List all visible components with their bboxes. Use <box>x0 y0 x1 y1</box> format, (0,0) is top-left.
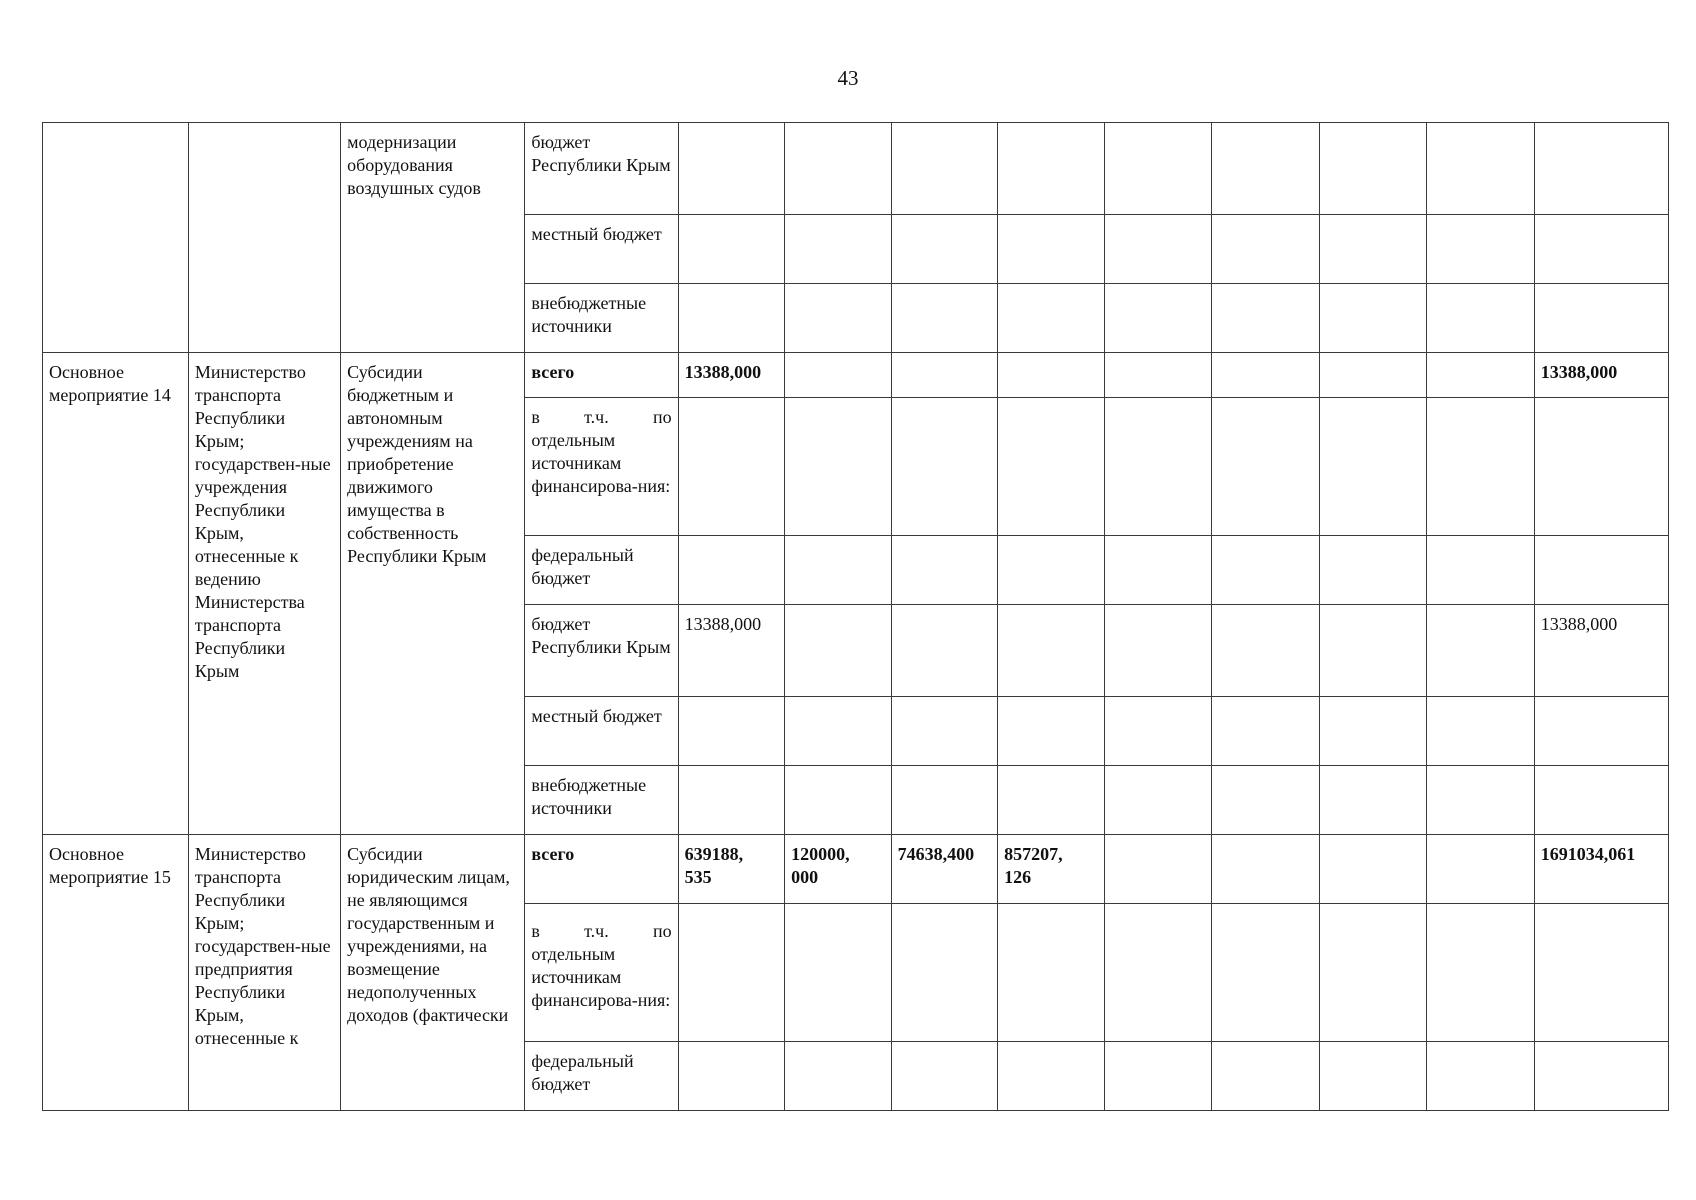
value-cell <box>998 904 1104 1042</box>
value-cell <box>891 904 997 1042</box>
value-cell <box>1427 605 1535 697</box>
value-cell <box>678 215 784 284</box>
value-cell <box>1104 697 1212 766</box>
total-cell: 13388,000 <box>1534 605 1668 697</box>
value-cell <box>678 697 784 766</box>
value-cell <box>678 766 784 835</box>
funding-source-cell: всего <box>525 353 678 398</box>
total-cell <box>1534 1042 1668 1111</box>
value-cell <box>1319 904 1427 1042</box>
value-cell <box>998 398 1104 536</box>
value-cell <box>678 123 784 215</box>
value-cell <box>1212 904 1320 1042</box>
value-cell <box>1212 536 1320 605</box>
value-cell <box>1104 398 1212 536</box>
total-cell <box>1534 536 1668 605</box>
table-row <box>43 835 1669 904</box>
page-number: 43 <box>837 66 859 90</box>
value-cell <box>1212 605 1320 697</box>
value-cell <box>1427 398 1535 536</box>
value-cell: 120000, 000 <box>785 835 891 904</box>
activity-name-cell <box>43 123 189 353</box>
value-cell <box>998 353 1104 398</box>
value-cell <box>891 766 997 835</box>
value-cell <box>1104 123 1212 215</box>
value-cell <box>891 353 997 398</box>
value-cell <box>1319 697 1427 766</box>
value-cell <box>1212 123 1320 215</box>
value-cell <box>678 536 784 605</box>
funding-source-cell: местный бюджет <box>525 697 678 766</box>
value-cell <box>998 215 1104 284</box>
value-cell <box>891 284 997 353</box>
total-cell <box>1534 398 1668 536</box>
value-cell <box>1212 284 1320 353</box>
value-cell <box>1427 284 1535 353</box>
budget-table <box>42 122 1669 1111</box>
funding-source-cell: в т.ч. по отдельным источникам финансирова-ния: <box>525 398 678 536</box>
activity-description: Субсидии бюджетным и автономным учреждениям на приобретение движимого имущества в собственность Республики Крым <box>341 353 525 835</box>
value-cell <box>785 353 891 398</box>
executor-cell: Министерство транспорта Республики Крым; государствен-ные предприятия Республики Крым, отнесенные к <box>188 835 340 1111</box>
value-cell <box>1427 1042 1535 1111</box>
value-cell <box>1319 605 1427 697</box>
value-cell <box>678 1042 784 1111</box>
value-cell <box>785 284 891 353</box>
funding-source-cell: внебюджетные источники <box>525 766 678 835</box>
value-cell <box>785 697 891 766</box>
value-cell <box>785 536 891 605</box>
value-cell <box>891 398 997 536</box>
value-cell <box>1319 766 1427 835</box>
value-cell <box>1427 215 1535 284</box>
value-cell: 639188, 535 <box>678 835 784 904</box>
value-cell <box>998 697 1104 766</box>
value-cell <box>785 1042 891 1111</box>
funding-source-cell: федеральный бюджет <box>525 536 678 605</box>
value-cell <box>1212 215 1320 284</box>
value-cell <box>1319 835 1427 904</box>
value-cell <box>1427 697 1535 766</box>
value-cell: 857207, 126 <box>998 835 1104 904</box>
value-cell <box>1319 353 1427 398</box>
value-cell <box>1104 353 1212 398</box>
activity-description: модернизации оборудования воздушных судов <box>341 123 525 353</box>
value-cell <box>998 284 1104 353</box>
value-cell <box>891 215 997 284</box>
value-cell <box>891 536 997 605</box>
activity-name-cell: Основное мероприятие 15 <box>43 835 189 1111</box>
value-cell <box>1104 284 1212 353</box>
value-cell <box>891 605 997 697</box>
value-cell <box>1319 398 1427 536</box>
value-cell <box>1104 904 1212 1042</box>
value-cell <box>785 766 891 835</box>
value-cell <box>785 904 891 1042</box>
total-cell <box>1534 123 1668 215</box>
value-cell <box>1319 536 1427 605</box>
funding-source-cell: внебюджетные источники <box>525 284 678 353</box>
value-cell <box>785 123 891 215</box>
value-cell <box>1212 353 1320 398</box>
total-cell <box>1534 904 1668 1042</box>
value-cell <box>678 398 784 536</box>
funding-source-cell: бюджет Республики Крым <box>525 123 678 215</box>
value-cell <box>891 123 997 215</box>
value-cell <box>1427 766 1535 835</box>
total-cell <box>1534 697 1668 766</box>
value-cell <box>998 766 1104 835</box>
value-cell <box>1319 284 1427 353</box>
value-cell <box>1104 1042 1212 1111</box>
total-cell <box>1534 766 1668 835</box>
total-cell <box>1534 215 1668 284</box>
value-cell <box>1212 1042 1320 1111</box>
value-cell: 13388,000 <box>678 605 784 697</box>
value-cell <box>1427 835 1535 904</box>
value-cell <box>1427 536 1535 605</box>
value-cell <box>678 284 784 353</box>
activity-name-cell: Основное мероприятие 14 <box>43 353 189 835</box>
funding-source-cell: местный бюджет <box>525 215 678 284</box>
value-cell: 74638,400 <box>891 835 997 904</box>
value-cell <box>1212 398 1320 536</box>
activity-description: Субсидии юридическим лицам, не являющимся государственным и учреждениями, на возмещение недополученных доходов (фактически <box>341 835 525 1111</box>
executor-cell: Министерство транспорта Республики Крым; государствен-ные учреждения Республики Крым, отнесенные к ведению Министерства транспорта Республики Крым <box>188 353 340 835</box>
funding-source-cell: всего <box>525 835 678 904</box>
value-cell: 13388,000 <box>678 353 784 398</box>
value-cell <box>998 605 1104 697</box>
value-cell <box>1104 215 1212 284</box>
value-cell <box>998 536 1104 605</box>
funding-source-cell: в т.ч. по отдельным источникам финансирова-ния: <box>525 904 678 1042</box>
value-cell <box>1427 353 1535 398</box>
value-cell <box>998 1042 1104 1111</box>
total-cell: 13388,000 <box>1534 353 1668 398</box>
value-cell <box>1104 835 1212 904</box>
total-cell <box>1534 284 1668 353</box>
value-cell <box>785 215 891 284</box>
value-cell <box>785 398 891 536</box>
value-cell <box>998 123 1104 215</box>
funding-source-cell: федеральный бюджет <box>525 1042 678 1111</box>
value-cell <box>1212 766 1320 835</box>
value-cell <box>891 1042 997 1111</box>
value-cell <box>1319 1042 1427 1111</box>
funding-source-cell: бюджет Республики Крым <box>525 605 678 697</box>
value-cell <box>1319 215 1427 284</box>
executor-cell <box>188 123 340 353</box>
value-cell <box>891 697 997 766</box>
value-cell <box>1319 123 1427 215</box>
value-cell <box>1104 766 1212 835</box>
value-cell <box>1104 536 1212 605</box>
value-cell <box>678 904 784 1042</box>
value-cell <box>1212 697 1320 766</box>
value-cell <box>1212 835 1320 904</box>
value-cell <box>1427 904 1535 1042</box>
value-cell <box>1104 605 1212 697</box>
table-row <box>43 123 1669 215</box>
value-cell <box>1427 123 1535 215</box>
value-cell <box>785 605 891 697</box>
total-cell: 1691034,061 <box>1534 835 1668 904</box>
table-row <box>43 353 1669 398</box>
